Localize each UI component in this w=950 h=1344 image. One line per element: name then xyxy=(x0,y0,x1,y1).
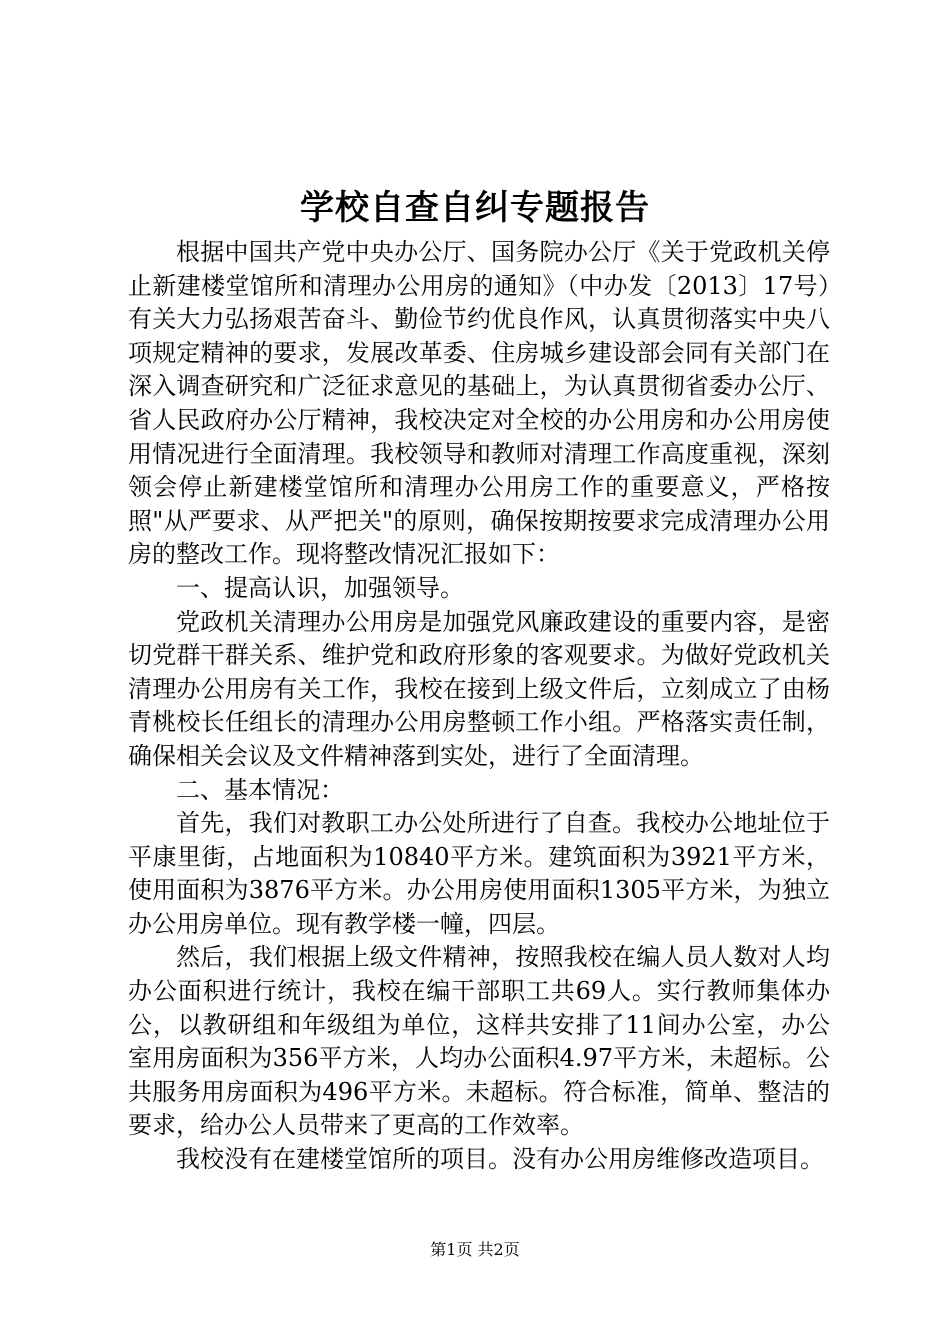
paragraph-section-1: 党政机关清理办公用房是加强党风廉政建设的重要内容，是密切党群干群关系、维护党和政府形象的客观要求。为做好党政机关清理办公用房有关工作，我校在接到上级文件后，立刻成立了由杨青桃校长任组长的清理办公用房整顿工作小组。严格落实责任制，确保相关会议及文件精神落到实处，进行了全面清理。 xyxy=(128,607,830,770)
heading-section-2: 二、基本情况： xyxy=(176,775,344,804)
heading-section-1: 一、提高认识，加强领导。 xyxy=(176,573,464,602)
paragraph-self-check: 首先，我们对教职工办公处所进行了自查。我校办公地址位于平康里街，占地面积为10840平方米。建筑面积为3921平方米，使用面积为3876平方米。办公用房使用面积1305平方米，为独立办公用房单位。现有教学楼一幢，四层。 xyxy=(128,809,830,938)
page-footer: 第1页 共2页 xyxy=(430,1240,520,1259)
document-body xyxy=(128,236,830,1177)
paragraph-intro: 根据中国共产党中央办公厅、国务院办公厅《关于党政机关停止新建楼堂馆所和清理办公用房的通知》（中办发〔2013〕17号）有关大力弘扬艰苦奋斗、勤俭节约优良作风，认真贯彻落实中央八项规定精神的要求，发展改革委、住房城乡建设部会同有关部门在深入调查研究和广泛征求意见的基础上，为认真贯彻省委办公厅、省人民政府办公厅精神，我校决定对全校的办公用房和办公用房使用情况进行全面清理。我校领导和教师对清理工作高度重视，深刻领会停止新建楼堂馆所和清理办公用房工作的重要意义，严格按照"从严要求、从严把关"的原则，确保按期按要求完成清理办公用房的整改工作。现将整改情况汇报如下： xyxy=(128,238,830,569)
paragraph-no-projects: 我校没有在建楼堂馆所的项目。没有办公用房维修改造项目。 xyxy=(176,1145,824,1174)
document-title: 学校自查自纠专题报告 xyxy=(300,188,650,228)
paragraph-statistics: 然后，我们根据上级文件精神，按照我校在编人员人数对人均办公面积进行统计，我校在编干部职工共69人。实行教师集体办公，以教研组和年级组为单位，这样共安排了11间办公室，办公室用房面积为356平方米，人均办公面积4.97平方米，未超标。公共服务用房面积为496平方米。未超标。符合标准，简单、整洁的要求，给办公人员带来了更高的工作效率。 xyxy=(128,943,830,1140)
